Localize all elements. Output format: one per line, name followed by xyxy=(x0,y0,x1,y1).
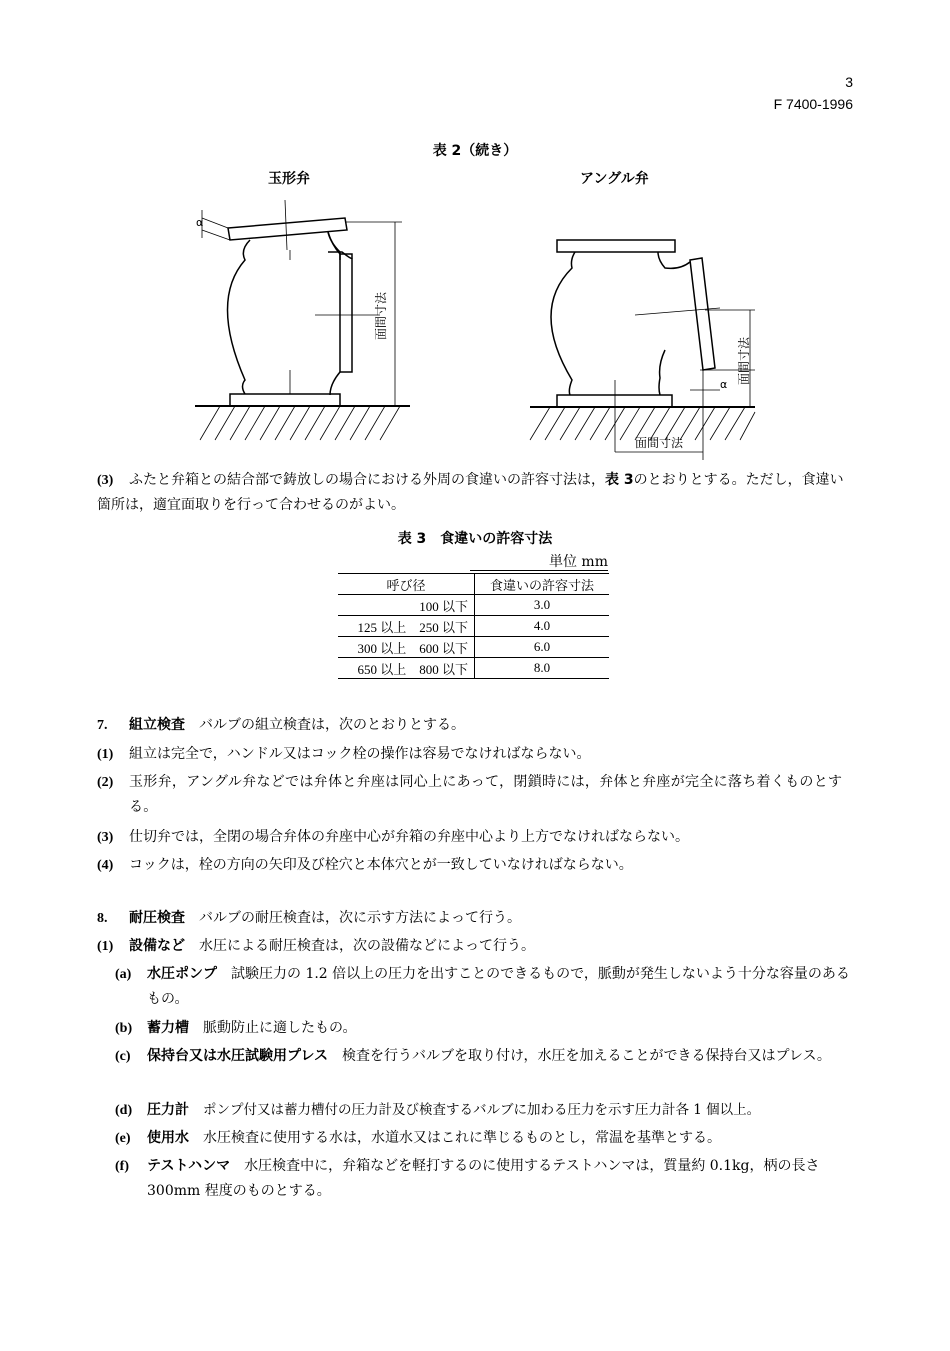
section8-item1-title: 設備など xyxy=(129,938,185,954)
valve-diagram xyxy=(180,190,780,465)
subitem-text: 検査を行うバルブを取り付け，水圧を加えることができる保持台又はプレス。 xyxy=(342,1048,831,1064)
subitem-c xyxy=(115,1044,857,1069)
section7-heading xyxy=(97,713,857,738)
subitem-title: 圧力計 xyxy=(147,1102,189,1118)
list-item-number: (1) xyxy=(97,939,114,954)
section8-intro: バルブの耐圧検査は，次に示す方法によって行う。 xyxy=(199,910,521,926)
subitem-number: (d) xyxy=(115,1103,133,1118)
document-id: F 7400-1996 xyxy=(773,96,853,112)
item3-text-part1: ふたと弁箱との結合部で鋳放しの場合における外周の食違いの許容寸法は， xyxy=(129,472,605,488)
item3-paragraph xyxy=(97,468,857,518)
angle-dim-label-vertical: 面間寸法 xyxy=(737,336,751,385)
section7-intro: バルブの組立検査は，次のとおりとする。 xyxy=(199,717,465,733)
table3-cell-size: 100 以下 xyxy=(338,595,475,616)
subitem-number: (f) xyxy=(115,1159,129,1174)
item3-table-ref: 表 3 xyxy=(605,472,634,488)
table3-cell-size: 125 以上 250 以下 xyxy=(338,616,475,637)
list-item-text: コックは，栓の方向の矢印及び栓穴と本体穴とが一致していなければならない。 xyxy=(129,857,633,873)
section7-item4 xyxy=(97,853,857,878)
subitem-e xyxy=(115,1126,857,1151)
list-item-number: (3) xyxy=(97,830,114,845)
subitem-number: (e) xyxy=(115,1131,131,1146)
angle-alpha-label: α xyxy=(720,378,728,391)
table3-caption: 表 3 食違いの許容寸法 xyxy=(397,531,553,547)
section8-item1-text: 水圧による耐圧検査は，次の設備などによって行う。 xyxy=(199,938,535,954)
list-item-number: (1) xyxy=(97,747,114,762)
globe-ground-hatch xyxy=(200,406,400,440)
section8-heading xyxy=(97,906,857,931)
section7-item3 xyxy=(97,825,857,850)
item3-number: (3) xyxy=(97,473,114,488)
list-item-text: 玉形弁，アングル弁などでは弁体と弁座は同心上にあって，閉鎖時には，弁体と弁座が完全に落ち着くものとする。 xyxy=(129,774,843,815)
table-row xyxy=(338,658,609,679)
item3-text-part2: のとおりとする。ただし，食違い箇所は，適宜面取りを行って合わせるのがよい。 xyxy=(97,472,844,513)
table3-header-nominal: 呼び径 xyxy=(338,574,475,595)
angle-bottom-flange xyxy=(557,395,672,407)
section8-item1 xyxy=(97,934,857,959)
angle-side-flange xyxy=(690,258,715,370)
table3-cell-size: 300 以上 600 以下 xyxy=(338,637,475,658)
list-item-text: 仕切弁では，全閉の場合弁体の弁座中心が弁箱の弁座中心より上方でなければならない。 xyxy=(129,829,689,845)
subitem-number: (c) xyxy=(115,1049,131,1064)
globe-dim-label: 面間寸法 xyxy=(374,291,388,340)
subitem-title: テストハンマ xyxy=(147,1158,231,1174)
globe-valve-label: 玉形弁 xyxy=(268,171,310,187)
subitem-number: (b) xyxy=(115,1021,133,1036)
subitem-text: ポンプ付又は蓄力槽付の圧力計及び検査するバルブに加わる圧力を示す圧力計各 1 個以上。 xyxy=(203,1102,761,1118)
angle-top-flange xyxy=(557,240,675,252)
table-row xyxy=(338,595,609,616)
table3-cell-tolerance: 4.0 xyxy=(475,616,610,637)
table3-cell-tolerance: 3.0 xyxy=(475,595,610,616)
subitem-number: (a) xyxy=(115,967,132,982)
table3-cell-size: 650 以上 800 以下 xyxy=(338,658,475,679)
subitem-a xyxy=(115,962,857,1012)
table3 xyxy=(338,573,609,679)
subitem-d xyxy=(115,1098,875,1123)
page-number: 3 xyxy=(845,74,853,90)
subitem-b xyxy=(115,1016,857,1041)
table-row xyxy=(338,637,609,658)
subitem-title: 保持台又は水圧試験用プレス xyxy=(147,1048,329,1064)
list-item-text: 組立は完全で，ハンドル又はコック栓の操作は容易でなければならない。 xyxy=(129,746,591,762)
subitem-text: 水圧検査に使用する水は，水道水又はこれに準じるものとし，常温を基準とする。 xyxy=(203,1130,721,1146)
list-item-number: (4) xyxy=(97,858,114,873)
section7-number: 7. xyxy=(97,718,108,733)
table3-unit: 単位 mm xyxy=(470,554,608,571)
subitem-text: 脈動防止に適したもの。 xyxy=(203,1020,357,1036)
globe-side-flange xyxy=(340,254,352,372)
globe-bottom-flange xyxy=(230,394,340,406)
section7-item1 xyxy=(97,742,857,767)
angle-valve-label: アングル弁 xyxy=(580,171,649,187)
section7-title: 組立検査 xyxy=(129,717,185,733)
table-row xyxy=(338,616,609,637)
subitem-title: 水圧ポンプ xyxy=(147,966,217,982)
table3-cell-tolerance: 8.0 xyxy=(475,658,610,679)
list-item-number: (2) xyxy=(97,775,114,790)
section8-title: 耐圧検査 xyxy=(129,910,185,926)
globe-alpha-label: α xyxy=(196,216,204,229)
table3-header-row xyxy=(338,574,609,595)
table3-header-tolerance: 食違いの許容寸法 xyxy=(475,574,610,595)
angle-dim-label-horizontal: 面間寸法 xyxy=(635,436,684,450)
section7-item2 xyxy=(97,770,857,820)
subitem-text: 試験圧力の 1.2 倍以上の圧力を出すことのできるもので，脈動が発生しないよう十分な容量のあるもの。 xyxy=(147,966,850,1007)
subitem-title: 蓄力槽 xyxy=(147,1020,189,1036)
table3-cell-tolerance: 6.0 xyxy=(475,637,610,658)
subitem-f xyxy=(115,1154,857,1204)
table2-caption: 表 2（続き） xyxy=(432,143,518,159)
subitem-text: 水圧検査中に，弁箱などを軽打するのに使用するテストハンマは，質量約 0.1kg，柄の長さ 300mm 程度のものとする。 xyxy=(147,1158,820,1199)
subitem-title: 使用水 xyxy=(147,1130,189,1146)
section8-number: 8. xyxy=(97,911,108,926)
